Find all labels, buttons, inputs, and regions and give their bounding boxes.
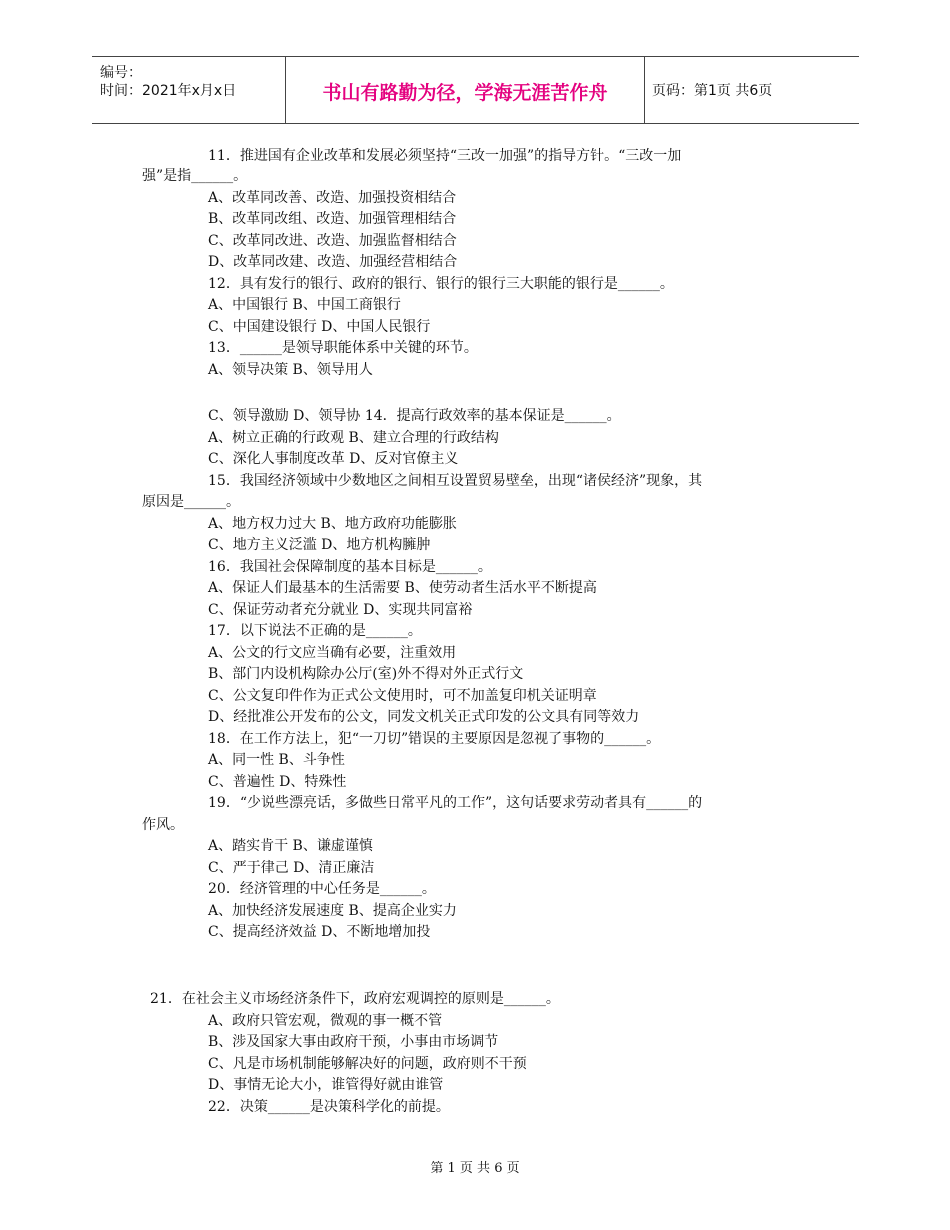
question-11-option-b: B、改革同改组、改造、加强管理相结合 (208, 211, 457, 227)
question-11-stem: 11．推进国有企业改革和发展必须坚持“三改一加强”的指导方针。“三改一加 (208, 148, 682, 164)
question-12-options-cd: C、中国建设银行 D、中国人民银行 (208, 319, 431, 335)
question-22-stem: 22．决策______是决策科学化的前提。 (208, 1099, 450, 1115)
question-15-stem: 15．我国经济领域中少数地区之间相互设置贸易壁垒，出现“诸侯经济”现象，其 (208, 473, 703, 489)
question-14-options-cd: C、深化人事制度改革 D、反对官僚主义 (208, 451, 459, 467)
question-17-option-d: D、经批准公开发布的公文，同发文机关正式印发的公文具有同等效力 (208, 709, 640, 725)
question-19-options-ab: A、踏实肯干 B、谦虚谨慎 (208, 838, 373, 854)
question-16-stem: 16．我国社会保障制度的基本目标是______。 (208, 559, 492, 575)
question-21-option-c: C、凡是市场机制能够解决好的问题，政府则不干预 (208, 1056, 527, 1072)
question-12-options-ab: A、中国银行 B、中国工商银行 (208, 297, 401, 313)
question-20-options-cd: C、提高经济效益 D、不断地增加投 (208, 924, 431, 940)
question-19-options-cd: C、严于律己 D、清正廉洁 (208, 860, 375, 876)
time-label: 时间：2021年x月x日 (100, 83, 237, 99)
question-11-option-d: D、改革同改建、改造、加强经营相结合 (208, 254, 458, 270)
question-15-options-cd: C、地方主义泛滥 D、地方机构臃肿 (208, 537, 431, 553)
question-17-stem: 17．以下说法不正确的是______。 (208, 623, 422, 639)
question-21-option-d: D、事情无论大小，谁管得好就由谁管 (208, 1077, 444, 1093)
question-18-stem: 18．在工作方法上，犯“一刀切”错误的主要原因是忽视了事物的______。 (208, 731, 661, 747)
question-18-options-ab: A、同一性 B、斗争性 (208, 752, 345, 768)
question-16-options-cd: C、保证劳动者充分就业 D、实现共同富裕 (208, 602, 473, 618)
question-15-stem-cont: 原因是______。 (142, 494, 240, 510)
question-11-stem-cont: 强”是指______。 (142, 168, 248, 184)
question-15-options-ab: A、地方权力过大 B、地方政府功能膨胀 (208, 516, 457, 532)
question-18-options-cd: C、普遍性 D、特殊性 (208, 774, 347, 790)
question-16-options-ab: A、保证人们最基本的生活需要 B、使劳动者生活水平不断提高 (208, 580, 597, 596)
question-20-options-ab: A、加快经济发展速度 B、提高企业实力 (208, 903, 457, 919)
question-12-stem: 12．具有发行的银行、政府的银行、银行的银行三大职能的银行是______。 (208, 276, 674, 292)
question-17-option-c: C、公文复印件作为正式公文使用时，可不加盖复印机关证明章 (208, 688, 597, 704)
question-13-14-line: C、领导激励 D、领导协 14．提高行政效率的基本保证是______。 (208, 408, 621, 424)
number-label: 编号： (100, 65, 142, 81)
question-21-option-a: A、政府只管宏观，微观的事一概不管 (208, 1013, 443, 1029)
question-13-stem: 13．______是领导职能体系中关键的环节。 (208, 340, 478, 356)
question-21-stem: 21．在社会主义市场经济条件下，政府宏观调控的原则是______。 (150, 991, 560, 1007)
question-14-options-ab: A、树立正确的行政观 B、建立合理的行政结构 (208, 430, 499, 446)
question-21-option-b: B、涉及国家大事由政府干预，小事由市场调节 (208, 1034, 499, 1050)
question-17-option-a: A、公文的行文应当确有必要，注重效用 (208, 645, 457, 661)
question-13-options-ab: A、领导决策 B、领导用人 (208, 362, 373, 378)
page-footer: 第 1 页 共 6 页 (430, 1161, 520, 1176)
question-20-stem: 20．经济管理的中心任务是______。 (208, 881, 436, 897)
motto: 书山有路勤为径，学海无涯苦作舟 (322, 82, 608, 104)
question-11-option-c: C、改革同改进、改造、加强监督相结合 (208, 233, 457, 249)
question-19-stem: 19．“少说些漂亮话，多做些日常平凡的工作”，这句话要求劳动者具有______的 (208, 795, 703, 811)
question-17-option-b: B、部门内设机构除办公厅(室)外不得对外正式行文 (208, 666, 524, 682)
page-info: 页码：第1页 共6页 (652, 83, 773, 99)
question-19-stem-cont: 作风。 (142, 817, 184, 833)
question-11-option-a: A、改革同改善、改造、加强投资相结合 (208, 190, 457, 206)
